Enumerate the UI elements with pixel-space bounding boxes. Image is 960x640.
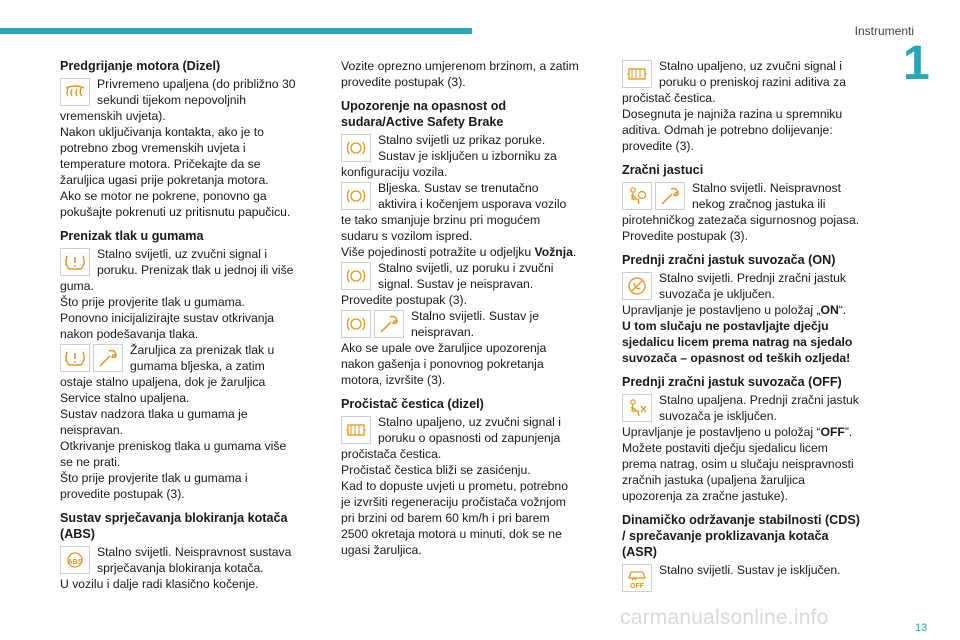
service-wrench-icon [93, 344, 123, 372]
brake-para: Ako se upale ove žaruljice upozorenja nakon gašenja i ponovnog pokretanja motora, izvršite (3). [341, 341, 547, 387]
icon-box-glow [60, 78, 93, 106]
heading-passenger-airbag-off: Prednji zračni jastuk suvozača (OFF) [622, 375, 842, 389]
collision-brake-icon [341, 134, 371, 162]
heading-glow-plug: Predgrijanje motora (Dizel) [60, 59, 221, 73]
tyre-pressure-para: Što prije provjerite tlak u gumama i provedite postupak (3). [60, 471, 248, 501]
stability-text: Stalno svijetli. Sustav je isključen. [659, 563, 841, 577]
glow-plug-para: Nakon uključivanja kontakta, ako je to potrebno zbog vremenskih uvjeta i temperature motora. Pričekajte da se žaruljica ugasi prije pokretanja motora. [60, 125, 269, 187]
airbag-off-para [622, 424, 860, 440]
section-title: Instrumenti [854, 24, 914, 38]
chapter-number: 1 [903, 37, 930, 90]
icon-box-dpf [622, 60, 655, 88]
heading-stability-control: Dinamičko održavanje stabilnosti (CDS) / sprečavanje proklizavanja kotača (ASR) [622, 513, 860, 559]
airbag-para: Provedite postupak (3). [622, 229, 749, 243]
icon-box-brake [341, 262, 374, 290]
airbag-off-value: OFF [820, 425, 845, 439]
brake-text: Bljeska. Sustav se trenutačno aktivira i kočenjem usporava vozilo te tako smanjuje brzinu pri mogućem sudaru s vozilom ispred. [341, 181, 567, 243]
tyre-pressure-para: Što prije provjerite tlak u gumama. [60, 295, 245, 309]
brake-more-text: Više pojedinosti potražite u odjeljku [341, 245, 535, 259]
heading-passenger-airbag-on: Prednji zračni jastuk suvozača (ON) [622, 253, 836, 267]
tyre-pressure-text: Stalno svijetli, uz zvučni signal i poruku. Prenizak tlak u jednoj ili više guma. [60, 247, 294, 293]
page-number: 13 [915, 622, 928, 634]
brake-more-link: Vožnja [534, 245, 573, 259]
icon-box-brake [341, 182, 374, 210]
tyre-pressure-para: Ponovno inicijalizirajte sustav otkrivanja nakon podešavanja tlaka. [60, 311, 275, 341]
heading-particle-filter: Pročistač čestica (dizel) [341, 397, 484, 411]
abs-text: Stalno svijetli. Neispravnost sustava sprječavanja blokiranja kotača. [97, 545, 292, 575]
airbag-off-text-c: ”. [844, 425, 853, 439]
airbag-off-icon [622, 394, 652, 422]
tyre-service-text: Žaruljica za prenizak tlak u gumama bljeska, a zatim ostaje stalno upaljena, dok je žaruljica Service stalno upaljena. [60, 343, 275, 405]
stability-off-icon [622, 564, 652, 592]
tyre-pressure-para: Otkrivanje preniskog tlaka u gumama više se ne prati. [60, 439, 287, 469]
abs-icon-label: ABS [67, 559, 83, 566]
dpf-para: Pročistač čestica bliži se zasićenju. [341, 463, 531, 477]
child-seat-crossed-icon [622, 272, 652, 300]
airbag-on-text: Stalno svijetli. Prednji zračni jastuk suvozača je uključen. [659, 271, 846, 301]
heading-tyre-pressure: Prenizak tlak u gumama [60, 229, 204, 243]
brake-para: Provedite postupak (3). [341, 293, 468, 307]
airbag-on-text-c: “. [838, 303, 847, 317]
icon-box-tyre-service [60, 344, 126, 372]
header-accent-bar [0, 28, 472, 34]
abs-para: U vozilu i dalje radi klasično kočenje. [60, 577, 259, 591]
glow-plug-text: Privremeno upaljena (do približno 30 sekundi tijekom nepovoljnih vremenskih uvjeta). [60, 77, 296, 123]
collision-brake-icon [341, 262, 371, 290]
stability-off-label: OFF [630, 583, 644, 590]
tyre-pressure-icon [60, 248, 90, 276]
icon-box-dpf [341, 416, 374, 444]
tyre-pressure-icon [60, 344, 90, 372]
column-3 [622, 58, 860, 594]
watermark: carmanualsonline.info [620, 606, 829, 629]
airbag-on-para [622, 302, 860, 318]
airbag-off-text: Stalno upaljena. Prednji zračni jastuk suvozača je isključen. [659, 393, 859, 423]
airbag-icon [622, 182, 652, 210]
dpf-continued-text: Vozite oprezno umjerenom brzinom, a zatim provedite postupak (3). [341, 59, 579, 89]
column-2 [341, 58, 579, 558]
heading-airbags: Zračni jastuci [622, 163, 704, 177]
icon-box-tyre [60, 248, 93, 276]
icon-box-airbag-off [622, 394, 655, 422]
heading-active-safety-brake: Upozorenje na opasnost od sudara/Active Safety Brake [341, 99, 507, 129]
dpf-text: Stalno upaljeno, uz zvučni signal i poruku o opasnosti od zapunjenja pročistača čestica. [341, 415, 561, 461]
airbag-text: Stalno svijetli. Neispravnost nekog zračnog jastuka ili pirotehničkog zatezača sigurnosnog pojasa. [622, 181, 860, 227]
column-1 [60, 58, 298, 592]
icon-box-dsc [622, 564, 655, 592]
icon-box-airbag-on [622, 272, 655, 300]
service-wrench-icon [374, 310, 404, 338]
icon-box-brake-service [341, 310, 407, 338]
brake-text: Stalno svijetli uz prikaz poruke. Sustav je isključen u izborniku za konfiguraciju vozila. [341, 133, 557, 179]
particle-filter-icon [622, 60, 652, 88]
particle-filter-icon [341, 416, 371, 444]
service-wrench-icon [655, 182, 685, 210]
airbag-on-value: ON [820, 303, 839, 317]
heading-abs: Sustav sprječavanja blokiranja kotača (ABS) [60, 511, 288, 541]
glow-plug-icon [60, 78, 90, 106]
glow-plug-para: Ako se motor ne pokrene, ponovno ga pokušajte pokrenuti uz pritisnutu papučicu. [60, 189, 291, 219]
dpf-text: Stalno upaljeno, uz zvučni signal i poruku o preniskoj razini aditiva za pročistač čestica. [622, 59, 846, 105]
airbag-on-text-a: Upravljanje je postavljeno u položaj „ [622, 303, 821, 317]
brake-text: Stalno svijetli. Sustav je neispravan. [411, 309, 540, 339]
icon-box-abs [60, 546, 93, 574]
dpf-para: Kad to dopuste uvjeti u prometu, potrebno je izvršiti regeneraciju pročistača vožnjom pri brzini od barem 60 km/h i pri barem 2500 okretaja motora u minuti, dok se ne ugasi žaruljica. [341, 479, 568, 557]
airbag-off-text-a: Upravljanje je postavljeno u položaj “ [622, 425, 821, 439]
airbag-on-warning: U tom slučaju ne postavljajte dječju sjedalicu licem prema natrag na sjedalo suvozača – opasnost od teških ozljeda! [622, 319, 853, 365]
airbag-off-para: Možete postaviti dječju sjedalicu licem prema natrag, osim u slučaju neispravnosti zračnih jastuka (upaljena žaruljica upozorenja za zračne jastuke). [622, 441, 854, 503]
brake-text: Stalno svijetli, uz poruku i zvučni signal. Sustav je neispravan. [378, 261, 554, 291]
dpf-para: Dosegnuta je najniža razina u spremniku aditiva. Odmah je potrebno dolijevanje: provedite (3). [622, 107, 843, 153]
icon-box-brake [341, 134, 374, 162]
brake-more-para [341, 244, 579, 260]
abs-icon [60, 546, 90, 574]
collision-brake-icon [341, 310, 371, 338]
icon-box-airbag [622, 182, 688, 210]
brake-more-end: . [572, 245, 577, 259]
collision-brake-icon [341, 182, 371, 210]
tyre-pressure-para: Sustav nadzora tlaka u gumama je neispravan. [60, 407, 248, 437]
